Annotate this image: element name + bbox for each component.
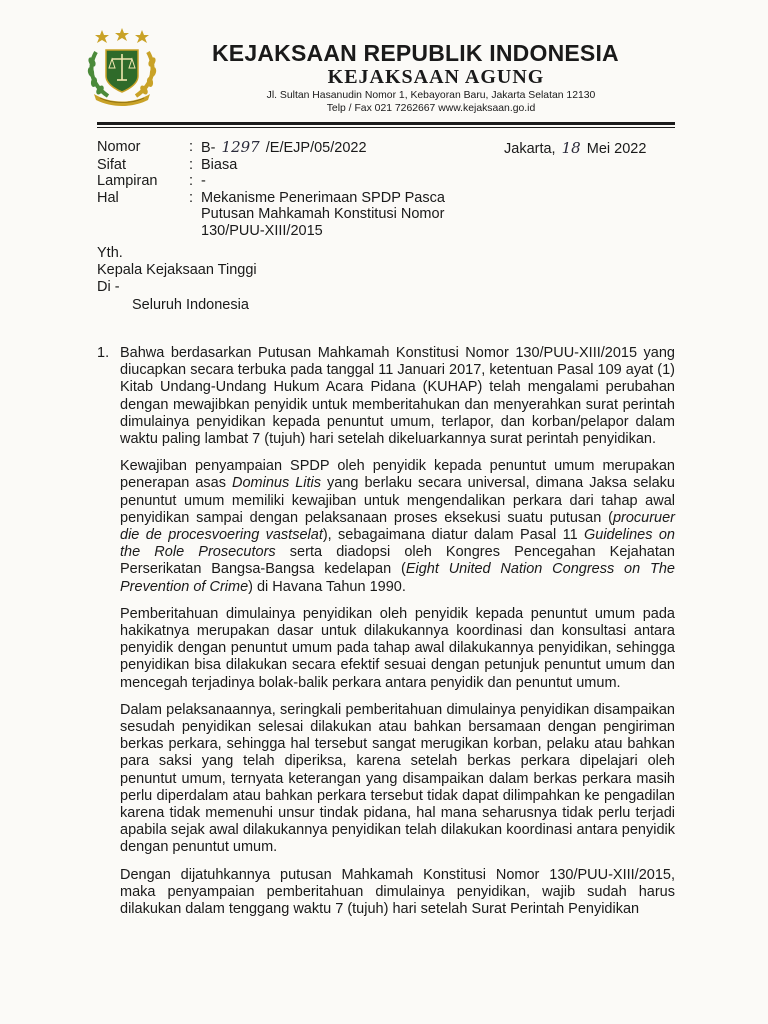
meta-value: -	[201, 173, 206, 190]
p2-text: ) di Havana Tahun 1990.	[248, 578, 406, 595]
org-address: Jl. Sultan Hasanudin Nomor 1, Kebayoran Baru, Jakarta Selatan 12130	[266, 90, 596, 101]
header-rule-thin	[97, 127, 675, 128]
addressee-yth: Yth.	[97, 245, 123, 261]
item-text	[120, 345, 675, 928]
letter-date	[504, 139, 646, 157]
p2-text: yang berlaku secara universal, dimana Jaksa selaku penuntut umum memiliki kewajiban untuk mengendalikan perkara dari tahap awal penyidikan sampai dengan pelaksanaan proses eksekusi suatu putusan (	[120, 475, 676, 526]
nomor-suffix: /E/EJP/05/2022	[265, 140, 367, 156]
addressee-di: Di -	[97, 279, 120, 296]
p2-text: serta diadopsi oleh Kongres Pencegahan Kejahatan Perserikatan Bangsa-Bangsa kedelapan (	[120, 544, 675, 578]
hal-line: 130/PUU-XIII/2015	[201, 222, 323, 239]
addressee-block	[97, 245, 257, 314]
meta-nomor	[97, 139, 491, 157]
letter-meta	[97, 139, 491, 240]
date-place: Jakarta,	[504, 141, 556, 157]
meta-label: Sifat	[97, 156, 127, 173]
paragraph-2	[120, 458, 675, 596]
paragraph-3: Pemberitahuan dimulainya penyidikan oleh penyidik kepada penuntut umum pada hakikatnya merupakan dasar untuk dilakukannya koordinasi dan konsultasi antara penyidik dengan penuntut umum pada tahap awal dilakukannya penyidikan, sehingga penyidikan bisa dilakukan secara efektif sesuai dengan petunjuk penuntut umum dan mencegah terjadinya bolak-balik perkara antara penyidik dan penuntut umum.	[120, 605, 675, 691]
paragraph-1: Bahwa berdasarkan Putusan Mahkamah Konstitusi Nomor 130/PUU-XIII/2015 yang diucapkan secara terbuka pada tanggal 11 Januari 2017, ketentuan Pasal 109 ayat (1) Kitab Undang-Undang Hukum Acara Pidana (KUHAP) telah mengalami perubahan dengan mewajibkan penyidik untuk memberitahukan dan menyerahkan surat perintah dimulainya penyidikan kepada penuntut umum, terlapor, dan korban/pelapor dalam waktu paling lambat 7 (tujuh) hari setelah dikeluarkannya surat perintah penyidikan.	[120, 345, 675, 448]
hal-line: Putusan Mahkamah Konstitusi Nomor	[201, 206, 445, 223]
paragraph-5: Dengan dijatuhkannya putusan Mahkamah Konstitusi Nomor 130/PUU-XIII/2015, maka penyampaian pemberitahuan dimulainya penyidikan, wajib sudah harus dilakukan dalam tenggang waktu 7 (tujuh) hari setelah Surat Perintah Penyidikan	[120, 866, 675, 918]
p2-italic: procuruer die de procesvoering vastselat	[120, 509, 675, 544]
nomor-prefix: B-	[201, 140, 216, 156]
item-number: 1.	[97, 345, 110, 361]
nomor-handwritten: 1297	[221, 138, 260, 156]
p2-italic: Dominus Litis	[232, 475, 322, 492]
addressee-place: Seluruh Indonesia	[132, 296, 249, 313]
meta-value: Biasa	[201, 156, 238, 173]
org-subtitle: KEJAKSAAN AGUNG	[327, 66, 545, 88]
meta-colon: :	[189, 189, 194, 206]
meta-colon: :	[189, 173, 194, 190]
meta-sifat	[97, 157, 491, 174]
p2-text: ), sebagaimana diatur dalam Pasal 11	[322, 527, 584, 544]
meta-colon: :	[189, 139, 194, 155]
p2-italic: Eight United Nation Congress on The Prevention of Crime	[120, 561, 675, 595]
p2-italic: Guidelines on the Role Prosecutors	[120, 527, 675, 561]
meta-label: Nomor	[97, 139, 141, 155]
date-month-year: Mei 2022	[586, 141, 647, 157]
meta-label: Hal	[97, 189, 119, 206]
header-rule-thick	[97, 122, 675, 125]
org-address-block	[256, 89, 606, 115]
meta-lampiran	[97, 173, 491, 190]
org-contact: Telp / Fax 021 7262667 www.kejaksaan.go.id	[326, 103, 536, 114]
meta-value	[201, 190, 491, 240]
org-title: KEJAKSAAN REPUBLIK INDONESIA	[212, 40, 619, 66]
meta-hal	[97, 190, 491, 240]
addressee-to: Kepala Kejaksaan Tinggi	[97, 262, 257, 279]
letter-body	[97, 345, 675, 928]
meta-value	[201, 139, 491, 157]
meta-colon: :	[189, 156, 194, 173]
hal-line: Mekanisme Penerimaan SPDP Pasca	[201, 189, 445, 206]
p2-text: Kewajiban penyampaian SPDP oleh penyidik kepada penuntut umum merupakan penerapan asas	[120, 458, 675, 492]
meta-label: Lampiran	[97, 173, 158, 190]
date-day-handwritten: 18	[561, 139, 581, 157]
kejaksaan-emblem-icon	[82, 28, 162, 106]
list-item	[97, 345, 675, 928]
paragraph-4: Dalam pelaksanaannya, seringkali pemberitahuan dimulainya penyidikan disampaikan sesudah penyidikan selesai dilakukan atau bahkan bersamaan dengan pengiriman berkas perkara, sehingga hal tersebut sangat merugikan korban, pelaku atau bahkan para saksi yang telah diperiksa, karena setelah berkas perkara dipelajari oleh penuntut umum, ternyata keterangan yang disampaikan dalam berkas perkara masih perlu diperdalam atau bahkan perkara tersebut tidak dapat dilimpahkan ke pengadilan karena tidak memenuhi unsur tindak pidana, hal mana seharusnya tidak perlu terjadi apabila sejak awal dilakukannya penyidikan telah dilakukan koordinasi antara penyidik dengan penuntut umum.	[120, 701, 675, 856]
